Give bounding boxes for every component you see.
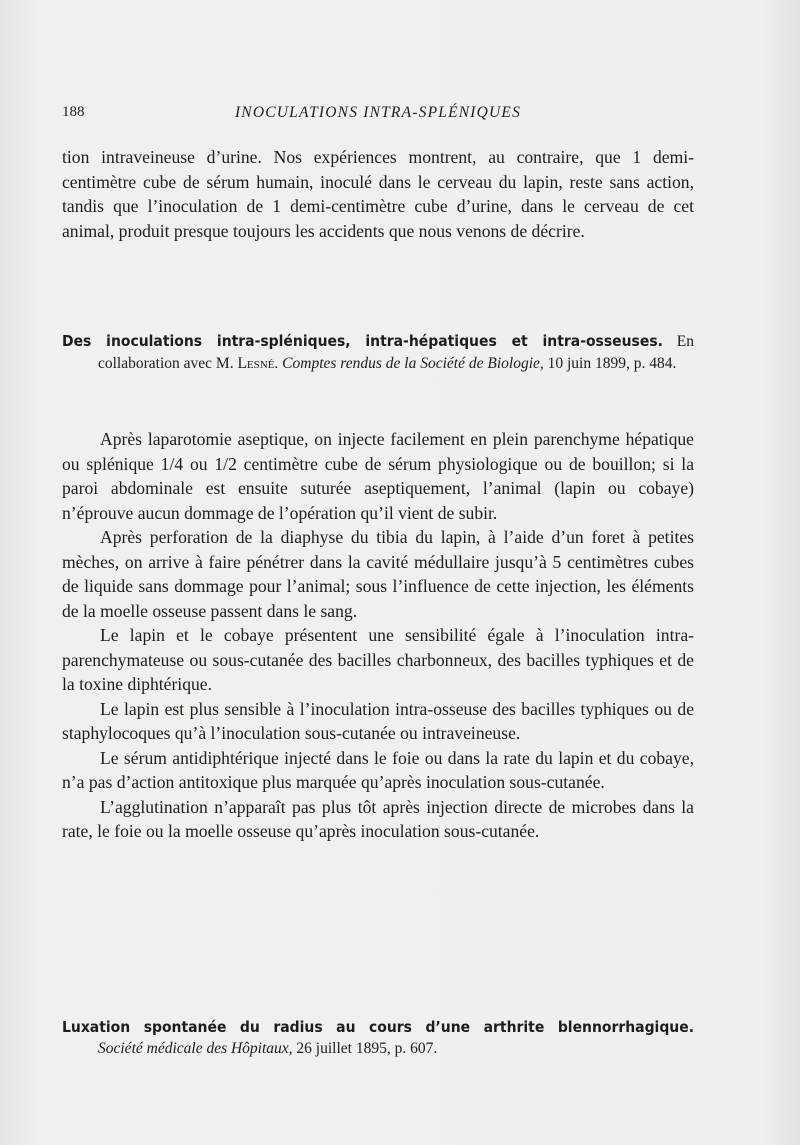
reference-1-text: [62, 330, 694, 375]
main-text-block: [62, 427, 694, 844]
reference-1-collab-prefix: En collaboration avec M.: [98, 333, 694, 372]
page-number: 188: [62, 104, 85, 120]
paragraph-6: L’agglutination n’apparaît pas plus tôt après injection directe de microbes dans la rate, le foie ou la moelle osseuse qu’après inoculation sous-cutanée.: [62, 796, 694, 841]
running-title: INOCULATIONS INTRA-SPLÉNIQUES: [234, 104, 522, 121]
reference-entry-1: [62, 330, 694, 375]
paragraph-5: Le sérum antidiphtérique injecté dans le foie ou dans la rate du lapin et du cobaye, n’a pas d’action antitoxique plus marquée qu’après inoculation sous-cutanée.: [62, 747, 694, 792]
reference-1-collaborator: Lesné.: [237, 355, 279, 372]
paragraph-3: Le lapin et le cobaye présentent une sensibilité égale à l’inoculation intra-parenchymateuse ou sous-cutanée des bacilles charbonneux, des bacilles typhiques et de la toxine diphtérique.: [62, 625, 694, 694]
paragraph-2: Après perforation de la diaphyse du tibia du lapin, à l’aide d’un foret à petites mèches, on arrive à faire pénétrer dans la cavité médullaire jusqu’à 5 centimètres cubes de liquide sans dommage pour l’animal; sous l’influence de cette injection, les éléments de la moelle osseuse passent dans le sang.: [62, 527, 694, 621]
reference-2-journal: Société médicale des Hôpitaux,: [98, 1040, 293, 1057]
page-header: [62, 104, 694, 128]
reference-2-source: [62, 1038, 694, 1060]
paragraph-1: Après laparotomie aseptique, on injecte facilement en plein parenchyme hépatique ou splénique 1/4 ou 1/2 centimètre cube de sérum physiologique ou de bouillon; si la paroi abdominale est ensuite suturée aseptiquement, l’animal (lapin ou cobaye) n’éprouve aucun dommage de l’opération qu’il vient de subir.: [62, 429, 694, 523]
reference-2-date-pages: 26 juillet 1895, p. 607.: [296, 1040, 438, 1057]
reference-1-title: Des inoculations intra-spléniques, intra-hépatiques et intra-osseuses.: [62, 332, 663, 350]
paragraph-4: Le lapin est plus sensible à l’inoculation intra-osseuse des bacilles typhiques ou de staphylocoques qu’à l’inoculation sous-cutanée ou intraveineuse.: [62, 698, 694, 743]
reference-entry-2: [62, 1016, 694, 1060]
intro-paragraph-block: [62, 145, 694, 243]
reference-1-journal: Comptes rendus de la Société de Biologie,: [282, 355, 544, 372]
reference-1-date-pages: 10 juin 1899, p. 484.: [547, 355, 677, 372]
reference-2-title: Luxation spontanée du radius au cours d’une arthrite blennorrhagique.: [62, 1018, 694, 1036]
intro-paragraph: tion intraveineuse d’urine. Nos expériences montrent, au contraire, que 1 demi-centimètre cube de sérum humain, inoculé dans le cerveau du lapin, reste sans action, tandis que l’inoculation de 1 demi-centimètre cube d’urine, dans le cerveau de cet animal, produit presque toujours les accidents que nous venons de décrire.: [62, 147, 694, 241]
